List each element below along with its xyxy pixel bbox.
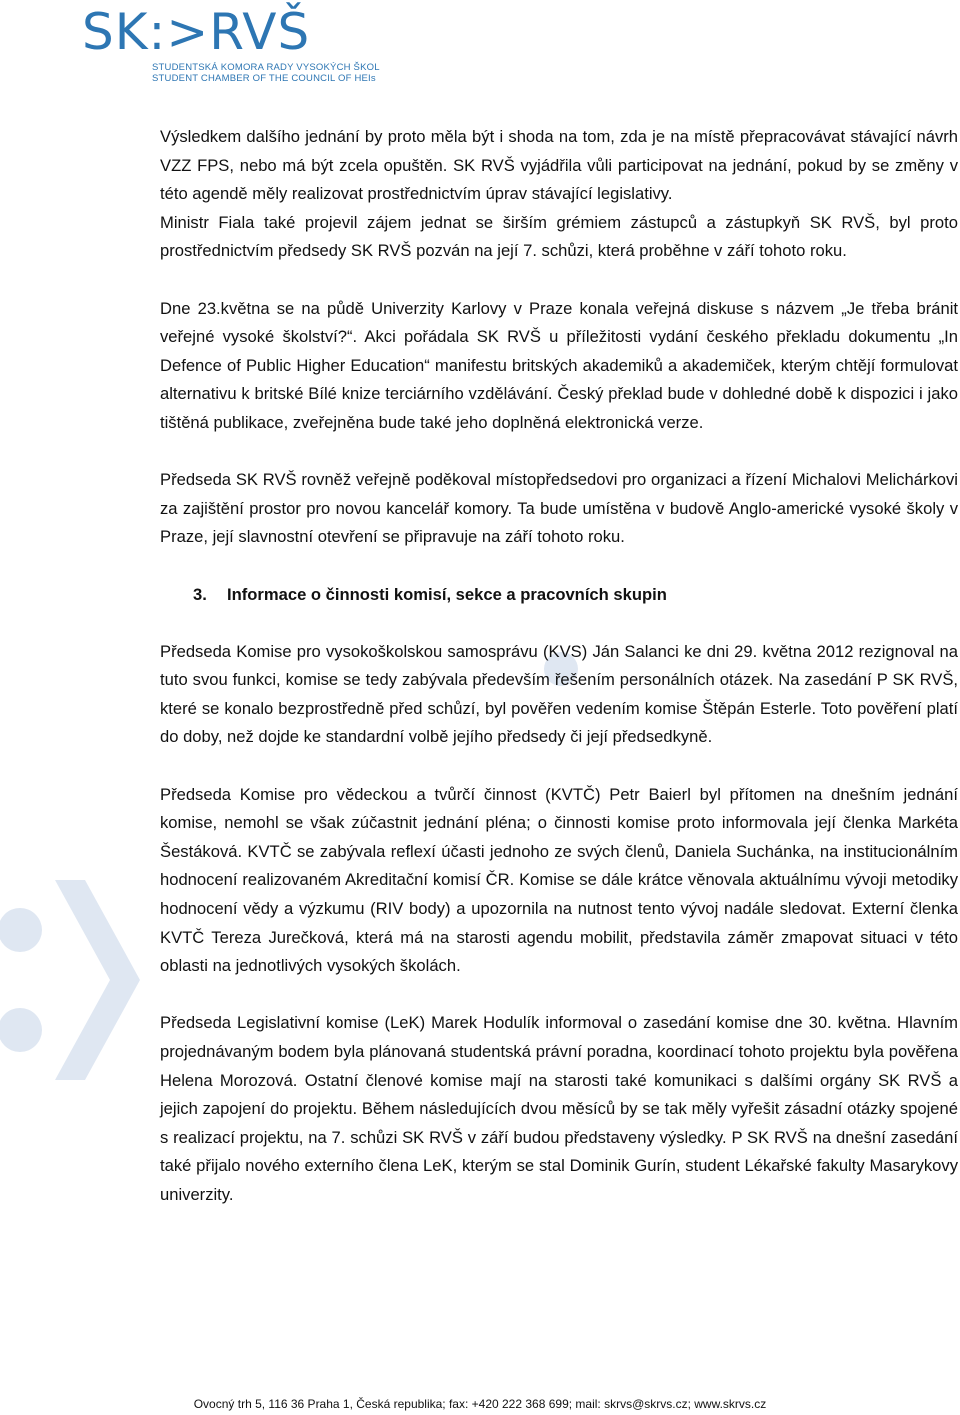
section-number: 3.: [193, 584, 207, 604]
page-footer: Ovocný trh 5, 116 36 Praha 1, Česká republika; fax: +420 222 368 699; mail: skrvs@skrvs.cz; www.skrvs.cz: [193, 1397, 767, 1411]
paragraph: Předseda SK RVŠ rovněž veřejně poděkoval místopředsedovi pro organizaci a řízení Michalovi Melichárkovi za zajištění prostor pro novou kancelář komory. Ta bude umístěna v budově Anglo-americké vysoké školy v Praze, její slavnostní otevření se připravuje na září tohoto roku.: [160, 470, 958, 547]
paragraph: Předseda Komise pro vysokoškolskou samosprávu (KVS) Ján Salanci ke dni 29. května 2012 rezignoval na tuto svou funkci, komise se tedy zabývala především řešením personálních otázek. Na zasedání P SK RVŠ, které se konalo bezprostředně před schůzí, byl pověřen vedením komise Štěpán Esterle. Toto pověření platí do doby, než dojde ke standardní volbě jejího předsedy či její předsedkyně.: [160, 641, 958, 747]
section-title: Informace o činnosti komisí, sekce a pracovních skupin: [227, 584, 667, 604]
paragraph: Ministr Fiala také projevil zájem jednat se širším grémiem zástupců a zástupkyň SK RVŠ, byl proto prostřednictvím předsedy SK RVŠ pozván na její 7. schůzi, která proběhne v září tohoto roku.: [160, 212, 958, 261]
paragraph: Dne 23.května se na půdě Univerzity Karlovy v Praze konala veřejná diskuse s názvem „Je třeba bránit veřejné vysoké školství?“. Akci pořádala SK RVŠ u příležitosti vydání českého překladu dokumentu „In Defence of Public Higher Education“ manifestu britských akademiků a akademiček, kterým chtějí formulovat alternativu k britské Bílé knize terciárního vzdělávání. Český překlad bude v dohledné době k dispozici i jako tištěná publikace, zveřejněna bude také jeho doplněná elektronická verze.: [160, 298, 958, 432]
logo-wordmark: SK:>RVŠ: [82, 3, 311, 61]
paragraph: Předseda Komise pro vědeckou a tvůrčí činnost (KVTČ) Petr Baierl byl přítomen na dnešním jednání komise, nemohl se však zúčastnit jednání pléna; o činnosti komise proto informovala její členka Markéta Šestáková. KVTČ se zabývala reflexí účasti jednoho ze svých členů, Daniela Suchánka, na institucionálním hodnocení realizovaném Akreditační komisí ČR. Komise se dále krátce věnovala aktuálnímu vývoji metodiky hodnocení vědy a výzkumu (RIV body) a upozornila na nutnost tento vývoj nadále sledovat. Externí členka KVTČ Tereza Jurečková, která má na starosti agendu mobilit, představila záměr zmapovat situaci v této oblasti na jednotlivých vysokých školách.: [160, 784, 958, 976]
skrvs-logo: [82, 3, 380, 84]
section-heading: [160, 581, 958, 610]
logo-subtitle-en: STUDENT CHAMBER OF THE COUNCIL OF HEIs: [152, 73, 376, 84]
chevron-decoration-icon: [0, 860, 140, 1100]
logo-subtitle-cz: STUDENTSKÁ KOMORA RADY VYSOKÝCH ŠKOL: [152, 62, 380, 73]
paragraph: Předseda Legislativní komise (LeK) Marek Hodulík informoval o zasedání komise dne 30. května. Hlavním projednávaným bodem byla plánovaná studentská právní poradna, koordinací tohoto projektu byla pověřena Helena Morozová. Ostatní členové komise mají na starosti také komunikaci s dalšími orgány SK RVŠ a jejich zapojení do projektu. Během následujících dvou měsíců by se tak měly vyřešit zásadní otázky spojené s realizací projektu, na 7. schůzi SK RVŠ v září budou představeny výsledky. P SK RVŠ na dnešní zasedání také přijalo nového externího člena LeK, kterým se stal Dominik Gurín, student Lékařské fakulty Masarykovy univerzity.: [160, 1013, 958, 1204]
paragraph: Výsledkem dalšího jednání by proto měla být i shoda na tom, zda je na místě přepracovávat stávající návrh VZZ FPS, nebo má být zcela opuštěn. SK RVŠ vyjádřila vůli participovat na jednání, pokud by se změny v této agendě měly realizovat prostřednictvím úprav stávající legislativy.: [160, 127, 958, 204]
document-body: [160, 123, 958, 1210]
